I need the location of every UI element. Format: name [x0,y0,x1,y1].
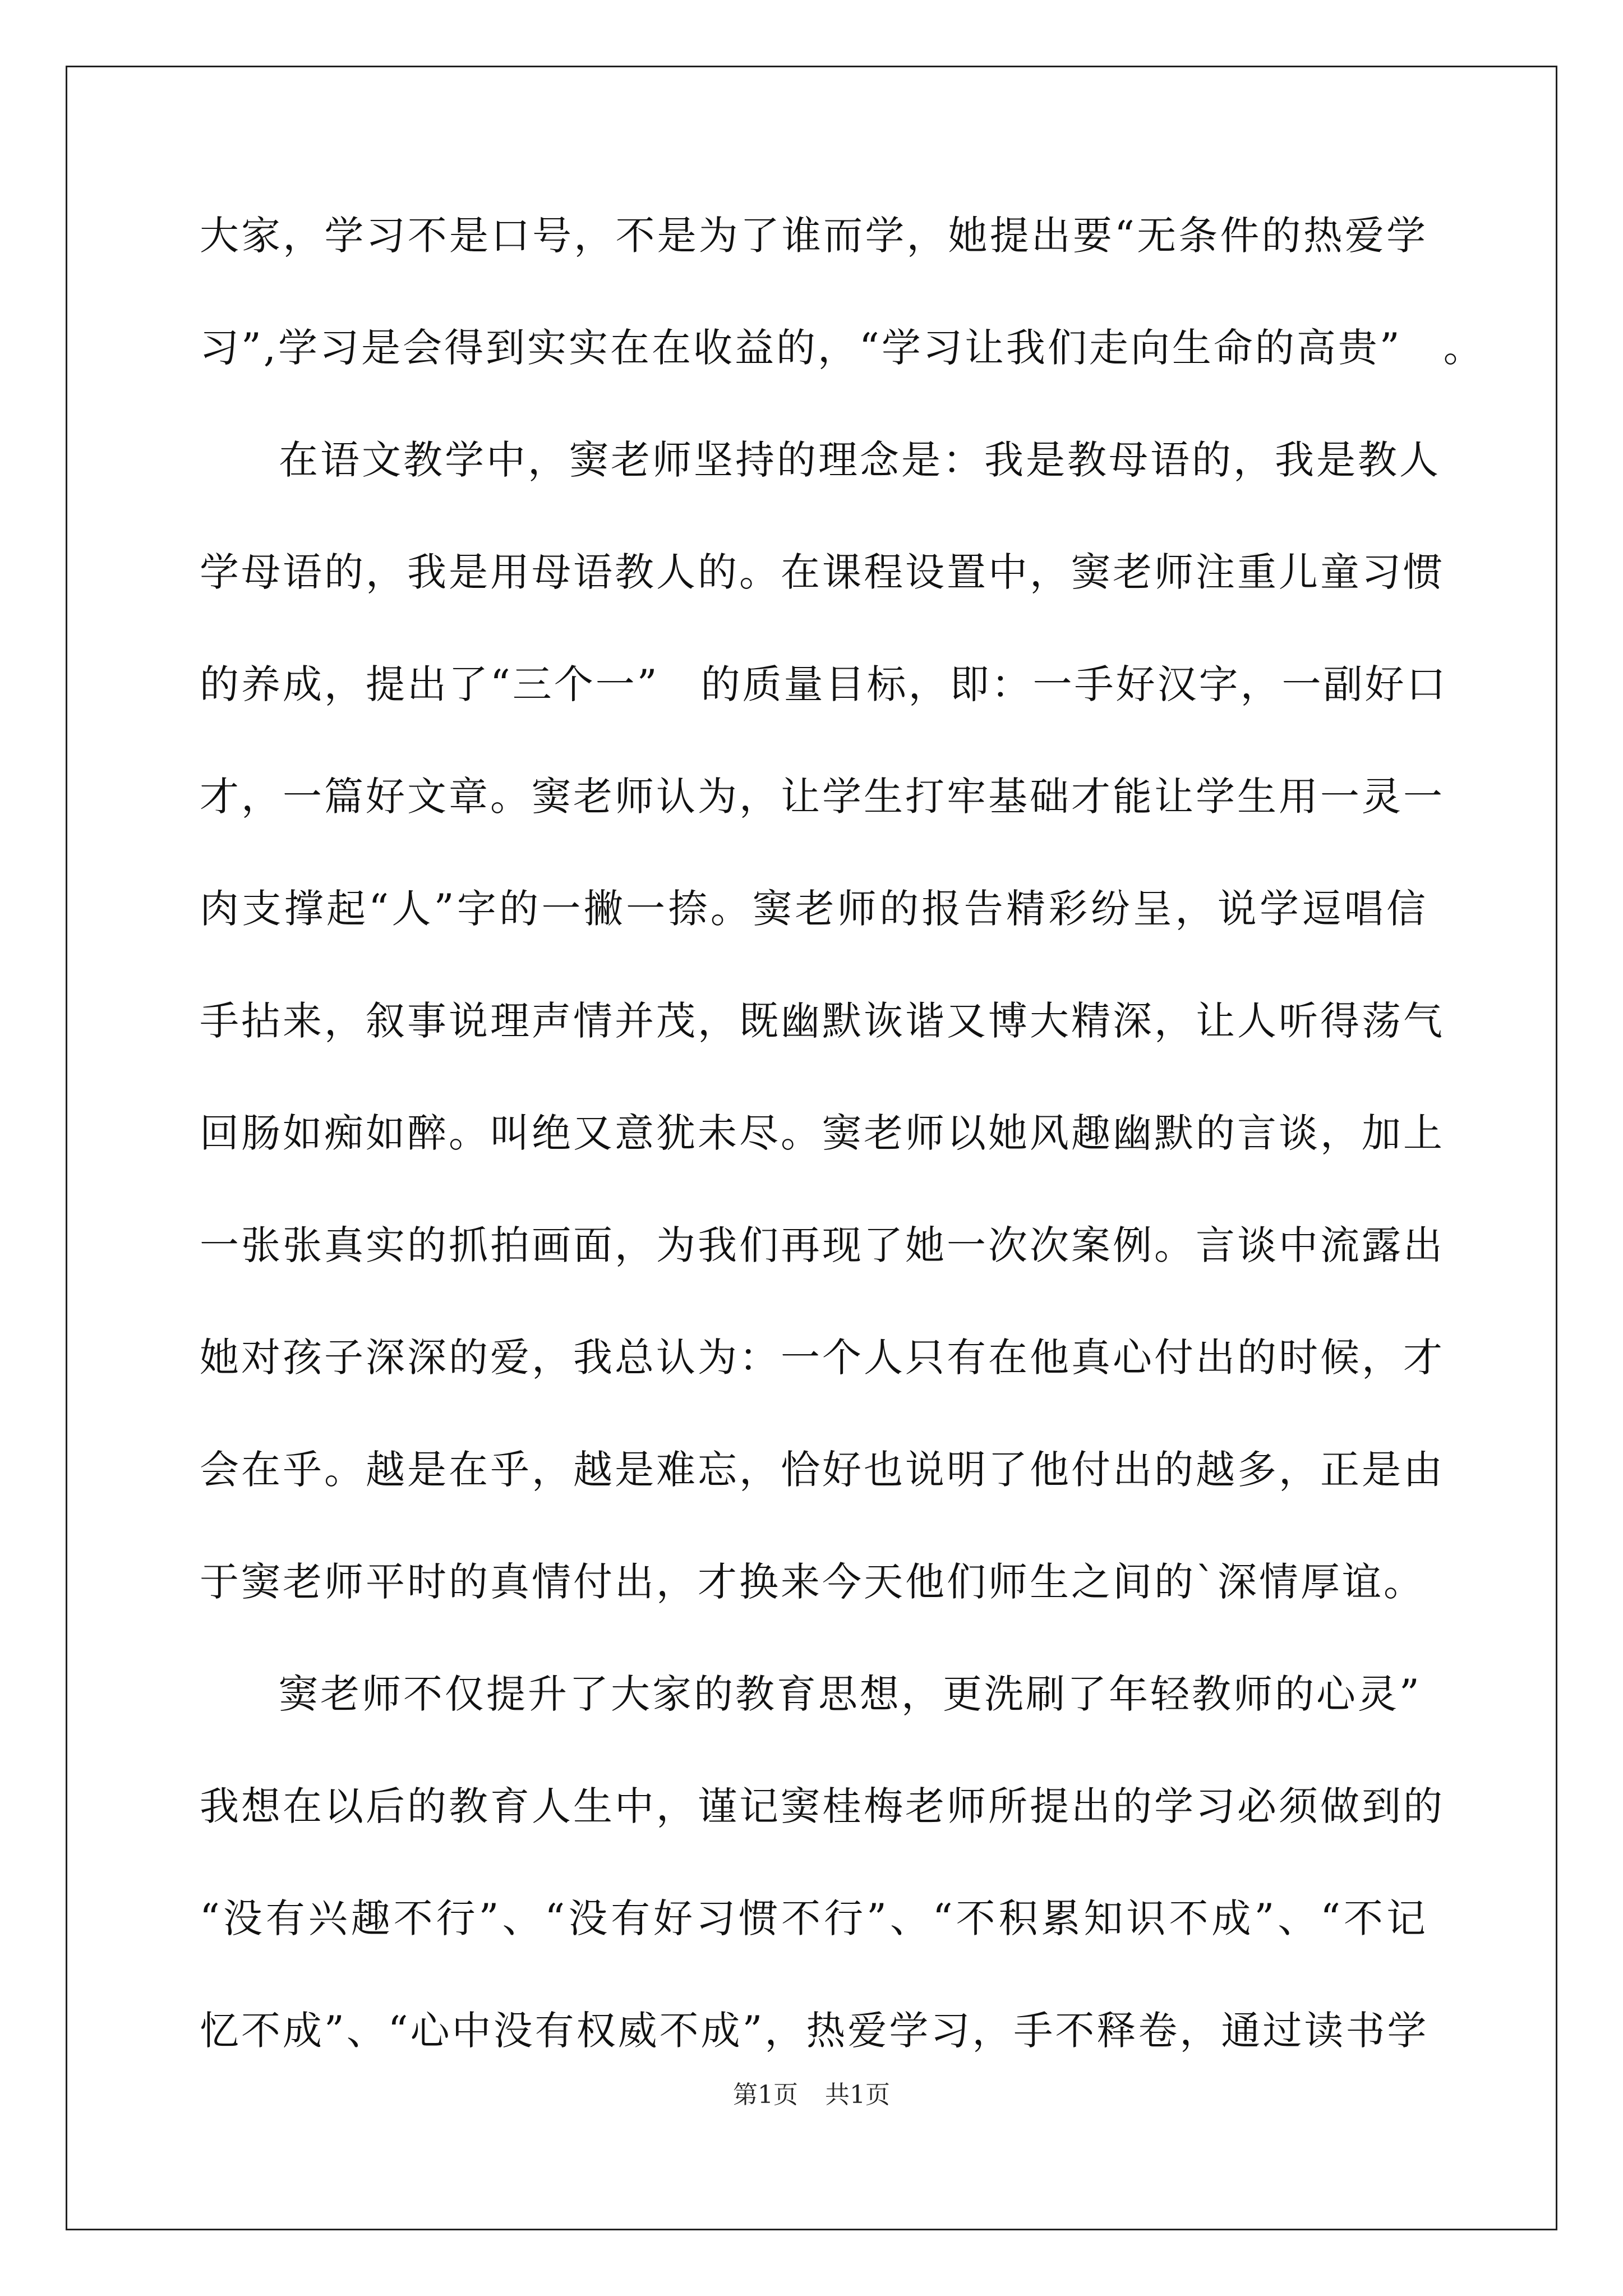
document-body [200,205,1485,2112]
text-line: 大家，学习不是口号，不是为了谁而学，她提出要“无条件的热爱学 [200,213,1428,259]
text-line: 忆不成”、“心中没有权威不成”，热爱学习，手不释卷，通过读书学 [200,2008,1429,2054]
text-line: 她对孩子深深的爱，我总认为：一个人只有在他真心付出的时候，才 [200,1335,1445,1381]
text-line: 学母语的，我是用母语教人的。在课程设置中，窦老师注重儿童习惯 [200,549,1445,595]
page-footer [0,2078,1623,2112]
text-line: 手拈来，叙事说理声情并茂，既幽默诙谐又博大精深，让人听得荡气 [200,998,1445,1044]
text-line: 的养成，提出了“三个一” 的质量目标，即：一手好汉字，一副好口 [200,661,1448,707]
text-line: 习”,学习是会得到实实在在收益的，“学习让我们走向生命的高贵” 。 [200,325,1485,371]
page-number-current: 第1页 [733,2081,798,2109]
paragraph-start-line: 在语文教学中，窦老师坚持的理念是：我是教母语的，我是教人 [279,437,1441,483]
text-line: “没有兴趣不行”、“没有好习惯不行”、“不积累知识不成”、“不记 [200,1895,1428,1941]
text-line: 回肠如痴如醉。叫绝又意犹未尽。窦老师以她风趣幽默的言谈，加上 [200,1110,1445,1156]
page-number-total: 共1页 [825,2081,890,2109]
text-line: 我想在以后的教育人生中，谨记窦桂梅老师所提出的学习必须做到的 [200,1783,1445,1829]
text-line: 肉支撑起“人”字的一撇一捺。窦老师的报告精彩纷呈，说学逗唱信 [200,886,1428,932]
paragraph-start-line: 窦老师不仅提升了大家的教育思想，更洗刷了年轻教师的心灵” [279,1671,1422,1717]
text-line: 才，一篇好文章。窦老师认为，让学生打牢基础才能让学生用一灵一 [200,774,1445,820]
paragraph-end-line: 于窦老师平时的真情付出，才换来今天他们师生之间的`深情厚谊。 [200,1559,1425,1605]
text-line: 会在乎。越是在乎，越是难忘，恰好也说明了他付出的越多，正是由 [200,1447,1445,1493]
text-line: 一张张真实的抓拍画面，为我们再现了她一次次案例。言谈中流露出 [200,1222,1445,1268]
